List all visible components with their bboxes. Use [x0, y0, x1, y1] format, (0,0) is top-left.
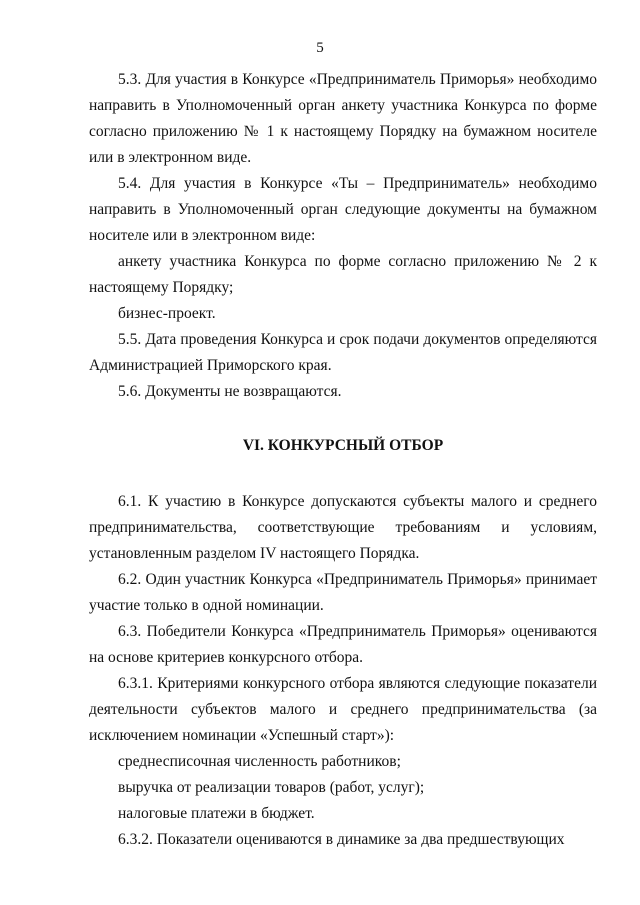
paragraph-5-6: 5.6. Документы не возвращаются.: [118, 383, 342, 400]
paragraph-5-4: 5.4. Для участия в Конкурсе «Ты – Предприниматель» необходимо направить в Уполномоченный орган следующие документы на бумажном носителе или в электронном виде:: [89, 175, 597, 244]
paragraph-6-3-2: 6.3.2. Показатели оцениваются в динамике за два предшествующих: [118, 831, 565, 848]
section-heading: VI. КОНКУРСНЫЙ ОТБОР: [242, 437, 444, 454]
paragraph-5-3: 5.3. Для участия в Конкурсе «Предприниматель Приморья» необходимо направить в Уполномоченный орган анкету участника Конкурса по форме согласно приложению № 1 к настоящему Порядку на бумажном носителе или в электронном виде.: [89, 71, 597, 166]
paragraph-5-4-item-questionnaire: анкету участника Конкурса по форме согласно приложению № 2 к настоящему Порядку;: [89, 253, 597, 296]
page-number: 5: [316, 40, 324, 56]
paragraph-6-3: 6.3. Победители Конкурса «Предприниматель Приморья» оцениваются на основе критериев конкурсного отбора.: [89, 623, 597, 666]
paragraph-5-5: 5.5. Дата проведения Конкурса и срок подачи документов определяются Администрацией Приморского края.: [89, 331, 597, 374]
paragraph-5-4-item-business-project: бизнес-проект.: [118, 305, 216, 322]
paragraph-6-2: 6.2. Один участник Конкурса «Предприниматель Приморья» принимает участие только в одной номинации.: [89, 571, 597, 614]
paragraph-6-3-1-item-employees: среднесписочная численность работников;: [118, 753, 401, 770]
page-content: [89, 67, 597, 853]
paragraph-6-3-1: 6.3.1. Критериями конкурсного отбора являются следующие показатели деятельности субъектов малого и среднего предпринимательства (за исключением номинации «Успешный старт»):: [89, 675, 597, 744]
paragraph-6-1: 6.1. К участию в Конкурсе допускаются субъекты малого и среднего предпринимательства, соответствующие требованиям и условиям, установленным разделом IV настоящего Порядка.: [89, 493, 597, 562]
paragraph-6-3-1-item-taxes: налоговые платежи в бюджет.: [118, 805, 315, 822]
paragraph-6-3-1-item-revenue: выручка от реализации товаров (работ, услуг);: [118, 779, 425, 796]
